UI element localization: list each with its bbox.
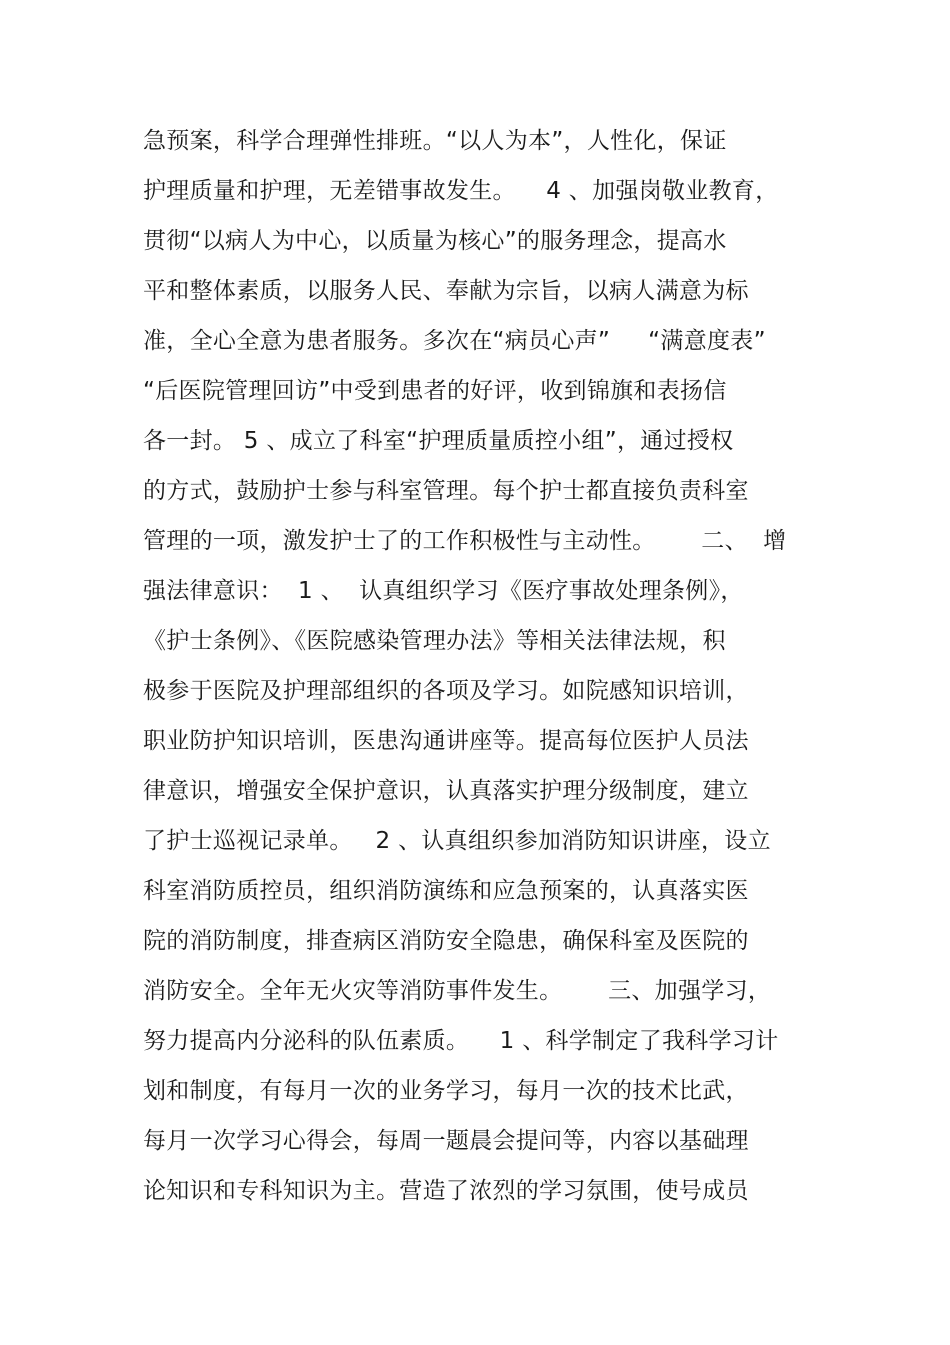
text-line: 论知识和专科知识为主。营造了浓烈的学习氛围，使号成员: [143, 1178, 749, 1204]
text-line: 了护士巡视记录单。 2 、认真组织参加消防知识讲座，设立: [143, 828, 771, 854]
text-line: 急预案，科学合理弹性排班。“以人为本”，人性化，保证: [143, 128, 727, 154]
text-line: 极参于医院及护理部组织的各项及学习。如院感知识培训，: [143, 678, 749, 704]
text-line: 护理质量和护理，无差错事故发生。 4 、加强岗敬业教育，: [143, 178, 779, 204]
text-line: 努力提高内分泌科的队伍素质。 1 、科学制定了我科学习计: [143, 1028, 779, 1054]
text-line: “后医院管理回访”中受到患者的好评，收到锦旗和表扬信: [143, 378, 727, 404]
text-line: 划和制度，有每月一次的业务学习，每月一次的技术比武，: [143, 1078, 749, 1104]
text-line: 平和整体素质，以服务人民、奉献为宗旨，以病人满意为标: [143, 278, 749, 304]
text-line: 贯彻“以病人为中心，以质量为核心”的服务理念，提高水: [143, 228, 727, 254]
text-line: 职业防护知识培训，医患沟通讲座等。提高每位医护人员法: [143, 728, 749, 754]
text-line: 消防安全。全年无火灾等消防事件发生。 三、加强学习，: [143, 978, 772, 1004]
text-line: 院的消防制度，排查病区消防安全隐患，确保科室及医院的: [143, 928, 749, 954]
text-line: 《护士条例》、《医院感染管理办法》等相关法律法规，积: [143, 628, 726, 654]
text-line: 强法律意识： 1 、 认真组织学习《医疗事故处理条例》，: [143, 578, 744, 604]
text-line: 准，全心全意为患者服务。多次在“病员心声” “满意度表”: [143, 328, 766, 354]
text-line: 律意识，增强安全保护意识，认真落实护理分级制度，建立: [143, 778, 749, 804]
text-line: 每月一次学习心得会，每周一题晨会提问等，内容以基础理: [143, 1128, 749, 1154]
text-line: 科室消防质控员，组织消防演练和应急预案的，认真落实医: [143, 878, 749, 904]
text-line: 管理的一项，激发护士了的工作积极性与主动性。 二、 增: [143, 528, 787, 554]
text-line: 各一封。 5 、成立了科室“护理质量质控小组”，通过授权: [143, 428, 734, 454]
text-line: 的方式，鼓励护士参与科室管理。每个护士都直接负责科室: [143, 478, 749, 504]
